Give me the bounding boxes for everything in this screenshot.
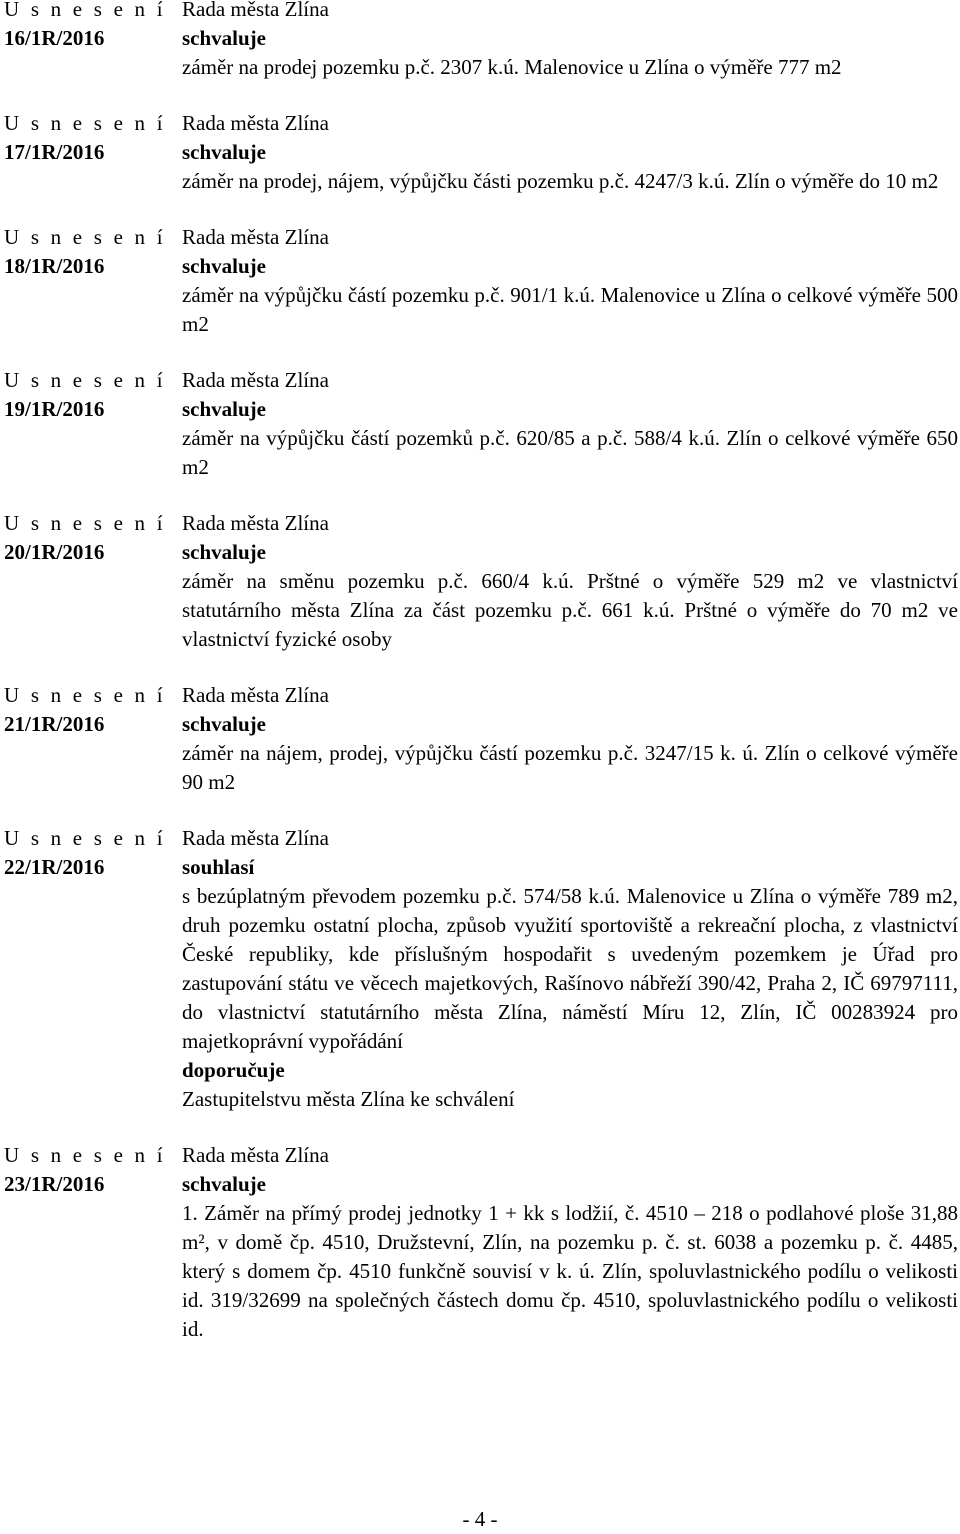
resolution-20 [0,509,960,654]
resolution-label: U s n e s e n í [4,0,166,21]
resolution-text: záměr na výpůjčku částí pozemku p.č. 901/1 k.ú. Malenovice u Zlína o celkové výměře 500 m2 [182,283,958,336]
resolution-text: s bezúplatným převodem pozemku p.č. 574/58 k.ú. Malenovice u Zlína o výměře 789 m2, druh pozemku ostatní plocha, způsob využití sportoviště a rekreační plocha, z vlastnictví České republiky, kde příslušným hospodařit s uvedeným pozemkem je Úřad pro zastupování státu ve věcech majetkových, Rašínovo nábřeží 390/42, Praha 2, IČ 69797111, do vlastnictví statutárního města Zlína, náměstí Míru 12, Zlín, IČ 00283924 pro majetkoprávní vypořádání [182,884,958,1053]
resolution-verb: schvaluje [182,26,266,50]
governing-body: Rada města Zlína [182,826,329,850]
resolution-text: Zastupitelstvu města Zlína ke schválení [182,1087,515,1111]
resolution-body [182,1141,960,1344]
resolution-16 [0,0,960,82]
resolution-body [182,109,960,196]
resolution-text: záměr na nájem, prodej, výpůjčku částí pozemku p.č. 3247/15 k. ú. Zlín o celkové výměře 90 m2 [182,741,958,794]
resolution-verb: schvaluje [182,712,266,736]
resolution-text: záměr na výpůjčku částí pozemků p.č. 620/85 a p.č. 588/4 k.ú. Zlín o celkové výměře 650 m2 [182,426,958,479]
resolution-number: 19/1R/2016 [4,397,105,421]
resolution-number: 17/1R/2016 [4,140,105,164]
resolution-header [0,366,182,482]
governing-body: Rada města Zlína [182,225,329,249]
resolution-number: 18/1R/2016 [4,254,105,278]
resolution-header [0,509,182,654]
resolution-verb: schvaluje [182,140,266,164]
resolution-verb: souhlasí [182,855,255,879]
resolution-text: 1. Záměr na přímý prodej jednotky 1 + kk s lodžií, č. 4510 – 218 o podlahové ploše 31,88 m², v domě čp. 4510, Družstevní, Zlín, na pozemku p. č. st. 6038 a pozemku p. č. 4485, který s domem čp. 4510 funkčně souvisí v k. ú. Zlín, spoluvlastnického podílu o velikosti id. 319/32699 na společných částech domu čp. 4510, spoluvlastnického podílu o velikosti id. [182,1201,958,1341]
resolution-verb: schvaluje [182,397,266,421]
resolution-label: U s n e s e n í [4,1143,166,1167]
resolution-label: U s n e s e n í [4,225,166,249]
resolution-text: záměr na prodej pozemku p.č. 2307 k.ú. Malenovice u Zlína o výměře 777 m2 [182,55,842,79]
resolution-body [182,509,960,654]
resolution-body [182,223,960,339]
resolution-body [182,366,960,482]
resolution-header [0,223,182,339]
resolution-text: záměr na prodej, nájem, výpůjčku části pozemku p.č. 4247/3 k.ú. Zlín o výměře do 10 m2 [182,169,939,193]
resolution-22 [0,824,960,1114]
resolution-17 [0,109,960,196]
resolution-23 [0,1141,960,1344]
resolution-number: 21/1R/2016 [4,712,105,736]
resolution-verb: schvaluje [182,254,266,278]
governing-body: Rada města Zlína [182,368,329,392]
resolution-label: U s n e s e n í [4,511,166,535]
governing-body: Rada města Zlína [182,1143,329,1167]
governing-body: Rada města Zlína [182,0,329,21]
resolution-verb: schvaluje [182,1172,266,1196]
resolution-verb: schvaluje [182,540,266,564]
resolution-body [182,681,960,797]
resolution-number: 22/1R/2016 [4,855,105,879]
resolution-header [0,1141,182,1344]
resolution-label: U s n e s e n í [4,368,166,392]
resolution-18 [0,223,960,339]
resolution-verb: doporučuje [182,1058,285,1082]
resolution-header [0,824,182,1114]
resolution-number: 20/1R/2016 [4,540,105,564]
resolution-body [182,824,960,1114]
resolution-label: U s n e s e n í [4,826,166,850]
page-number: - 4 - [462,1507,498,1531]
governing-body: Rada města Zlína [182,683,329,707]
governing-body: Rada města Zlína [182,111,329,135]
resolution-number: 16/1R/2016 [4,26,105,50]
resolution-number: 23/1R/2016 [4,1172,105,1196]
resolution-text: záměr na směnu pozemku p.č. 660/4 k.ú. Prštné o výměře 529 m2 ve vlastnictví statutárního města Zlína za část pozemku p.č. 661 k.ú. Prštné o výměře do 70 m2 ve vlastnictví fyzické osoby [182,569,958,651]
resolution-header [0,0,182,82]
resolution-19 [0,366,960,482]
resolution-header [0,109,182,196]
resolution-label: U s n e s e n í [4,111,166,135]
governing-body: Rada města Zlína [182,511,329,535]
resolution-21 [0,681,960,797]
resolution-label: U s n e s e n í [4,683,166,707]
resolution-header [0,681,182,797]
resolution-body [182,0,960,82]
